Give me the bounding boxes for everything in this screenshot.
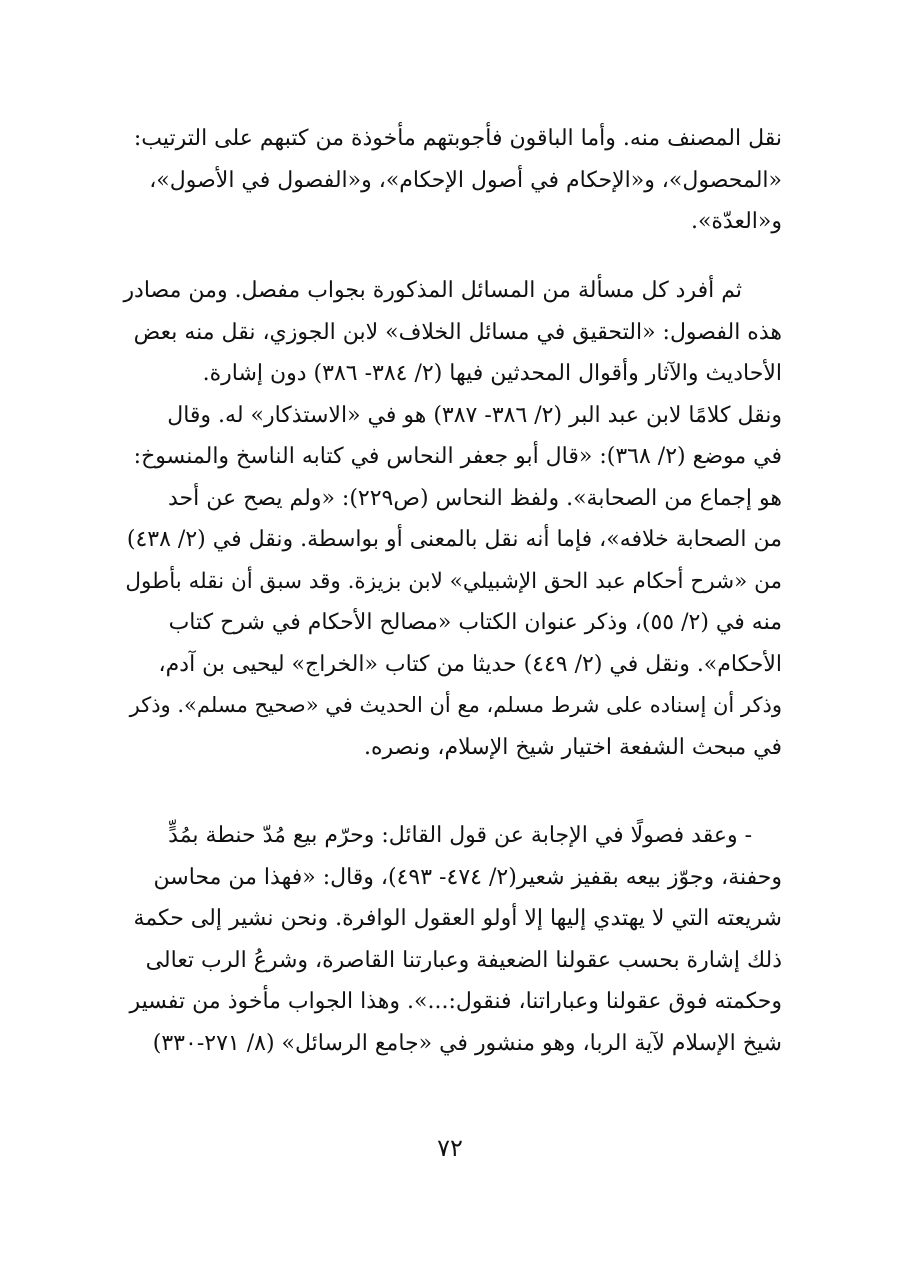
text-line: وحكمته فوق عقولنا وعباراتنا، فنقول:...». وهذا الجواب مأخوذ من تفسير (129, 989, 782, 1014)
text-line: شريعته التي لا يهتدي إليها إلا أولو العقول الوافرة. ونحن نشير إلى حكمة (133, 906, 782, 931)
text-line: و«العدّة». (690, 209, 782, 234)
text-line: من الصحابة خلافه»، فإما أنه نقل بالمعنى أو بواسطة. ونقل في (٢/ ٤٣٨) (126, 527, 782, 552)
text-line: وذكر أن إسناده على شرط مسلم، مع أن الحديث في «صحيح مسلم». وذكر (129, 693, 782, 717)
text-line: ثم أفرد كل مسألة من المسائل المذكورة بجواب مفصل. ومن مصادر (123, 278, 742, 303)
text-line: ذلك إشارة بحسب عقولنا الضعيفة وعبارتنا القاصرة، وشرعُ الرب تعالى (145, 947, 782, 973)
text-line: هو إجماع من الصحابة». ولفظ النحاس (ص٢٢٩): «ولم يصح عن أحد (167, 485, 782, 511)
text-line: في مبحث الشفعة اختيار شيخ الإسلام، ونصره. (363, 734, 782, 760)
text-line: الأحكام». ونقل في (٢/ ٤٤٩) حديثا من كتاب «الخراج» ليحيى بن آدم، (158, 651, 782, 677)
text-line: منه في (٢/ ٥٥)، وذكر عنوان الكتاب «مصالح الأحكام في شرح كتاب (168, 610, 782, 635)
text-line: - وعقد فصولًا في الإجابة عن قول القائل: وحرّم بيع مُدّ حنطة بمُدٍّ (168, 823, 752, 848)
text-line: نقل المصنف منه. وأما الباقون فأجوبتهم مأخوذة من كتبهم على الترتيب: (133, 126, 782, 151)
paragraph-3 (118, 815, 782, 1064)
text-line: ونقل كلامًا لابن عبد البر (٢/ ٣٨٦- ٣٨٧) هو في «الاستذكار» له. وقال (167, 402, 782, 428)
text-line: الأحاديث والآثار وأقوال المحدثين فيها (٢/ ٣٨٤- ٣٨٦) دون إشارة. (202, 361, 782, 386)
paragraph-1 (118, 118, 782, 243)
page-number: ٧٢ (437, 1134, 463, 1162)
text-line: في موضع (٢/ ٣٦٨): «قال أبو جعفر النحاس في كتابه الناسخ والمنسوخ: (133, 444, 782, 469)
paragraph-2 (118, 270, 782, 768)
text-line: شيخ الإسلام لآية الربا، وهو منشور في «جامع الرسائل» (٨/ ٢٧١-٣٣٠) (152, 1030, 782, 1056)
text-line: هذه الفصول: «التحقيق في مسائل الخلاف» لابن الجوزي، نقل منه بعض (133, 319, 782, 345)
text-line: «المحصول»، و«الإحكام في أصول الإحكام»، و«الفصول في الأصول»، (149, 167, 782, 193)
text-line: من «شرح أحكام عبد الحق الإشبيلي» لابن بزيزة. وقد سبق أن نقله بأطول (125, 568, 782, 594)
text-line: وحفنة، وجوّز بيعه بقفيز شعير(٢/ ٤٧٤- ٤٩٣)، وقال: «فهذا من محاسن (153, 864, 782, 890)
